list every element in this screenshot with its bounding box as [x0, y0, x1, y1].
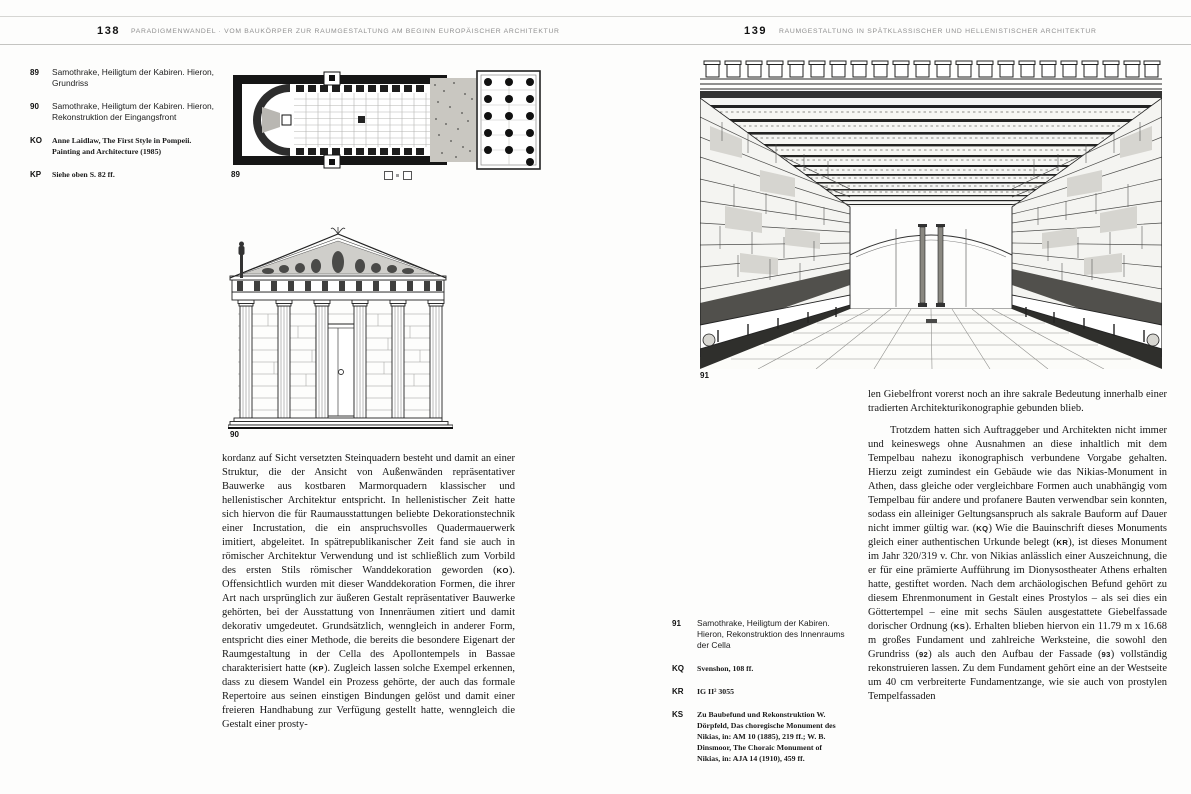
- reference-note-kq: [672, 663, 847, 674]
- paragraph: kordanz auf Sicht versetzten Steinquadern besteht und damit an einer Struktur, die der Ansicht von Außenwänden repräsentativer Bauwerke aus kostbaren Marmorquadern klassischer und hellenistischer Architektur entspricht. In hellenistischer Zeit hatte sich hiervon die für Raumausstattungen beliebte Dekorationstechnik einer Incrustation, die ein anspruchsvolles Quadermauerwerk imitiert, abgeleitet. In spätrepublikanischer Zeit fand sie auch in römischer Architektur Verwendung und ist schließlich zum Vorbild des ersten Stils römischer Wanddekoration geworden (KO). Offensichtlich wurden mit dieser Wanddekoration Formen, die ihrer Art nach ursprünglich zur äußeren Gestalt repräsentativer Bauwerke gehörten, bei der Ausstattung von Innenräumen zitiert und damit dekorativ umgedeutet. Grundsätzlich, wenngleich in anderer Form, entspricht dies einer Methode, die bereits die besondere Eigenart der Raumgestaltung in der Cella des Apollontempels in Bassae charakterisiert hatte (KP). Zugleich lassen solche Exempel erkennen, dass zu diesem Wandel ein Prozess gehörte, der auch das formale Repertoire aus seinen einstigen Bindungen gelöst und damit einer freieren Handhabung zur Verfügung gestellt hatte, wenngleich die Gestalt einer prosty-: [222, 453, 515, 730]
- interior-perspective-drawing: [700, 57, 1162, 369]
- figure-label-91: 91: [700, 371, 709, 380]
- caption-number: 90: [30, 101, 39, 111]
- figure-90-elevation: [228, 226, 453, 429]
- figure-label-89: 89: [231, 170, 240, 179]
- figure-label-90: 90: [230, 430, 239, 439]
- figure-91-interior: [700, 57, 1162, 369]
- note-text: Siehe oben S. 82 ff.: [52, 170, 115, 179]
- page-number-right: 139: [744, 25, 768, 37]
- paragraph: len Giebelfront vorerst noch an ihre sakrale Bedeutung innerhalb einer tradierten Architekturikonographie gebunden blieb.: [868, 389, 1167, 414]
- plan-drawing: [232, 69, 542, 172]
- figure-89-plan: [232, 69, 542, 172]
- reference-note-kr: [672, 686, 847, 697]
- reference-note-ko: [30, 135, 216, 157]
- note-number: KR: [672, 686, 684, 696]
- left-margin-notes: [30, 67, 216, 192]
- running-head-left: PARADIGMENWANDEL · VOM BAUKÖRPER ZUR RAUMGESTALTUNG AM BEGINN EUROPÄISCHER ARCHITEKTUR: [131, 28, 560, 35]
- figure-caption-91: [672, 618, 847, 651]
- note-number: KO: [30, 135, 42, 145]
- note-number: KP: [30, 169, 42, 179]
- running-head-right: RAUMGESTALTUNG IN SPÄTKLASSISCHER UND HELLENISTISCHER ARCHITEKTUR: [779, 28, 1097, 35]
- body-text-right: [868, 388, 1167, 704]
- reference-note-ks: [672, 709, 847, 764]
- caption-text: Samothrake, Heiligtum der Kabiren. Hieron, Rekonstruktion des Innenraums der Cella: [697, 618, 845, 650]
- note-text: Zu Baubefund und Rekonstruktion W. Dörpfeld, Das choregische Monument des Nikias, in: AM 10 (1885), 219 ff.; W. B. Dinsmoor, The Choraic Monument of Nikias, in: AJA 14 (1910), 459 ff.: [697, 710, 836, 763]
- caption-text: Samothrake, Heiligtum der Kabiren. Hieron, Grundriss: [52, 67, 214, 88]
- note-text: Anne Laidlaw, The First Style in Pompeii. Painting and Architecture (1985): [52, 136, 192, 156]
- caption-number: 89: [30, 67, 39, 77]
- note-text: IG II² 3055: [697, 687, 734, 696]
- elevation-drawing: [228, 226, 453, 429]
- note-text: Svenshon, 108 ff.: [697, 664, 754, 673]
- caption-text: Samothrake, Heiligtum der Kabiren. Hieron, Rekonstruktion der Eingangsfront: [52, 101, 214, 122]
- reference-note-kp: [30, 169, 216, 180]
- note-number: KQ: [672, 663, 684, 673]
- figure-caption-89: [30, 67, 216, 89]
- top-rule: [0, 16, 1191, 17]
- page-number-left: 138: [97, 25, 121, 37]
- caption-number: 91: [672, 618, 681, 628]
- paragraph: Trotzdem hatten sich Auftraggeber und Architekten nicht immer und keineswegs ohne Ausnahmen an diese inhaltlich mit dem Tempelbau nahezu ikonographisch verbundene Vorgabe gehalten. Hierzu zeigt zumindest ein Gebäude wie das Nikias-Monument in Athen, dass gleiche oder vergleichbare Formen auch unabhängig vom Tempelbau für andere und profanere Bauten verwendbar sein konnten, sodass ein alleiniger Geltungsanspruch als sakrale Bauform auf Dauer nicht immer gültig war. (KQ) Wie die Bauinschrift dieses Monuments gleich einer authentischen Urkunde belegt (KR), ist dieses Monument im Jahr 320/319 v. Chr. von Nikias anlässlich einer Auszeichnung, die er für eine prämierte Aufführung im Dionysostheater Athens erhalten hatte, gestiftet worden. Nach dem archäologischen Befund gehört zu diesem Ehrenmonument in Gestalt eines Prostylos – als sei dies ein Göttertempel – eine mit sechs Säulen ausgestattete Giebelfassade dorischer Ordnung (KS). Erhalten blieben hiervon ein 11.79 m x 16.68 m großes Fundament und zahlreiche Werksteine, die sowohl den Grundriss (92) als auch den Aufbau der Fassade (93) vollständig rekonstruieren lassen. Zu dem Fundament gehört eine an der Westseite um 40 cm verbreiterte Fundamentzange, wie sie auch von prostylen Tempelfassaden: [868, 425, 1167, 702]
- body-text-left: [222, 452, 515, 732]
- right-margin-notes: [672, 618, 847, 776]
- figure-caption-90: [30, 101, 216, 123]
- header-rule: [0, 44, 1191, 45]
- note-number: KS: [672, 709, 684, 719]
